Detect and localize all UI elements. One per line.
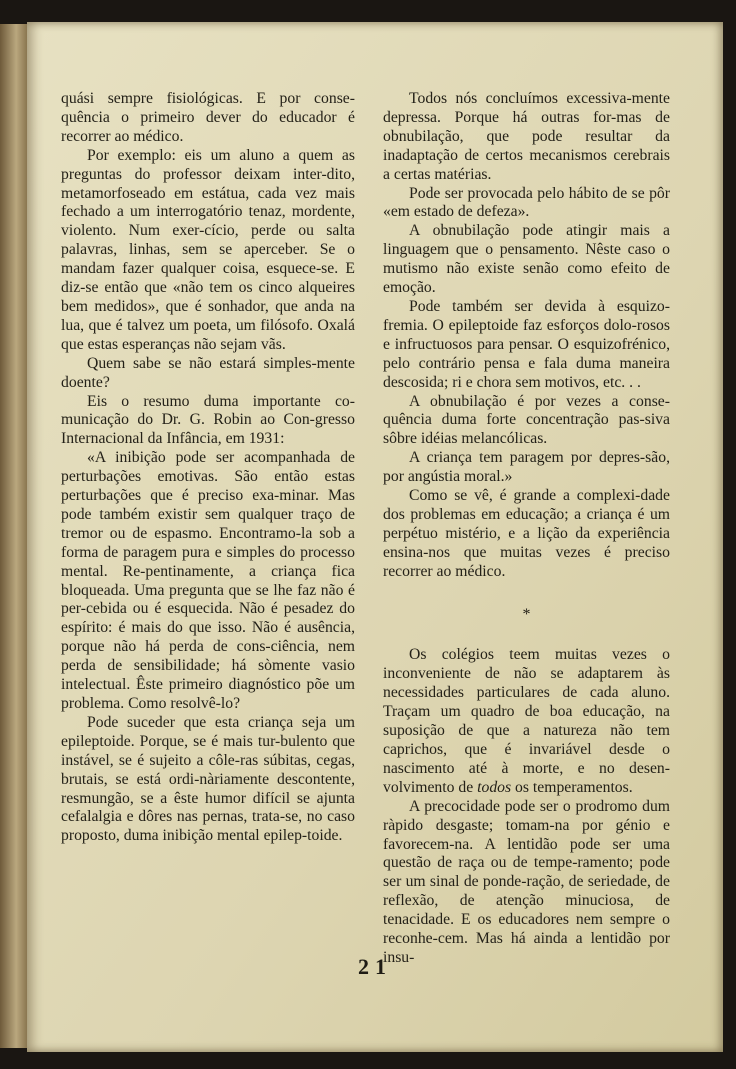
italic-word: todos (477, 778, 512, 796)
paragraph: Pode também ser devida à esquizo-fremia. O epileptoide faz esforços dolo-rosos e infructuosos para pensar. O esquizofrénico, pelo contrário pensa e fala duma maneira descosida; ri e chora sem motivos, etc. . . (383, 297, 670, 391)
left-column (61, 90, 355, 846)
book-page (27, 22, 723, 1052)
text-run: os temperamentos. (511, 778, 633, 796)
paragraph: Pode ser provocada pelo hábito de se pôr «em estado de defeza». (383, 184, 670, 221)
page-number: 21 (358, 954, 392, 979)
paragraph: Como se vê, é grande a complexi-dade dos problemas em educação; a criança é um perpétuo mistério, e a lição da experiência ensina-nos que muitas vezes é preciso recorrer ao médico. (383, 487, 670, 580)
paragraph: A obnubilação pode atingir mais a linguagem que o pensamento. Nêste caso o mutismo não existe senão como efeito de emoção. (383, 222, 670, 297)
paragraph (383, 646, 670, 797)
paragraph: Eis o resumo duma importante co-municação do Dr. G. Robin ao Con-gresso Internacional da Infância, em 1931: (61, 392, 355, 448)
section-separator: * (522, 605, 531, 623)
paragraph: A precocidade pode ser o prodromo dum ràpido desgaste; tomam-na por génio e favorecem-na. A lentidão pode ser uma questão de raça ou de tempe-ramento; pode ser um sinal de ponde-ração, de seriedade, de reflexão, de atenção minuciosa, de tenacidade. E os educadores nem sempre o reconhe-cem. Mas há ainda a lentidão por insu- (383, 797, 670, 966)
right-column (383, 90, 670, 968)
text-run: Os colégios teem muitas vezes o inconveniente de não se adaptarem às necessidades particulares de cada aluno. Traçam um quadro de boa educação, na suposição de que a natureza não tem caprichos, que é invariável desde o nascimento até à morte, e no desen-volvimento de (383, 646, 670, 796)
paragraph: A criança tem paragem por depres-são, por angústia moral.» (383, 449, 670, 486)
paragraph: Todos nós concluímos excessiva-mente depressa. Porque há outras for-mas de obnubilação, que pode resultar da inadaptação de certos mecanismos cerebrais a certas matérias. (383, 90, 670, 183)
paragraph: A obnubilação é por vezes a conse-quência duma forte concentração pas-siva sôbre idéias melancólicas. (383, 392, 670, 448)
paragraph: Quem sabe se não estará simples-mente doente? (61, 354, 355, 391)
paragraph: Por exemplo: eis um aluno a quem as preguntas do professor deixam inter-dito, metamorfoseado em estátua, cada vez mais fechado a um interrogatório tenaz, mordente, violento. Num exer-cício, perde ou salta palavras, linhas, sem se aperceber. Se o mandam fazer qualquer coisa, esquece-se. E diz-se então que «não tem os cinco alqueires bem medidos», que é sonhador, que anda na lua, que é talvez um poeta, um filósofo. Oxalá que estas esperanças não sejam vãs. (61, 146, 355, 353)
paragraph: Pode suceder que esta criança seja um epileptoide. Porque, se é mais tur-bulento que instável, se é sujeito a côle-ras súbitas, cegas, brutais, se está ordi-nàriamente descontente, resmungão, se a êste humor difícil se ajunta cefalalgia e dôres nas pernas, trata-se, no caso proposto, duma inibição mental epilep-toide. (61, 713, 355, 845)
paragraph: quási sempre fisiológicas. E por conse-quência o primeiro dever do educador é recorrer ao médico. (61, 90, 355, 145)
previous-page-edge (0, 24, 27, 1048)
quote-paragraph: «A inibição pode ser acompanhada de perturbações emotivas. São então estas perturbações que é preciso exa-minar. Mas pode também existir sem qualquer traço de tremor ou de espasmo. Encontramo-la sob a forma de paragem pura e simples do processo mental. Re-pentinamente, a criança fica bloqueada. Uma pregunta que se lhe faz não é per-cebida ou é esquecida. Não é pesadez do espírito: é mais do que isso. Não é ausência, porque não há perda de cons-ciência, nem perda de sensibilidade; há sòmente vasio intelectual. Êste primeiro diagnóstico põe um problema. Como resolvê-lo? (61, 449, 355, 712)
